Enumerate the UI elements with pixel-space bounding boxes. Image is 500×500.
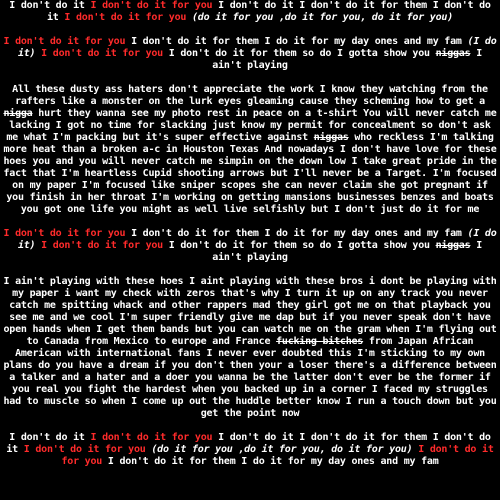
lyric-segment: niggas (435, 48, 471, 59)
hook-intro (2, 0, 498, 24)
lyric-segment: I don't do it I don't do it for them I don't do it (6, 432, 491, 455)
lyric-segment: (do it for you ,do it for you, do it for you) (186, 12, 454, 23)
chorus-second (2, 228, 498, 264)
lyric-segment: I don't do it for them I do it for my day ones and my fam (102, 456, 439, 467)
lyric-segment: I don't do it for them I do it for my day ones and my fam (125, 228, 468, 239)
lyric-segment: (do it for you ,do it for you, do it for you) (145, 444, 413, 455)
lyric-segment: (I do it) (17, 36, 497, 59)
lyric-segment: I don't do it for them so do I gotta show you (162, 240, 436, 251)
chorus-first (2, 36, 498, 72)
lyric-segment: I don't do it for you (41, 240, 163, 251)
lyric-segment: I don't do it for you (61, 444, 494, 467)
lyric-segment: I don't do it for you (3, 36, 126, 47)
lyric-segment: I don't do it for you (64, 12, 187, 23)
verse-second (2, 276, 498, 420)
lyric-segment: I don't do it for you (90, 432, 213, 443)
lyric-segment: (I do it) (17, 228, 497, 251)
lyric-segment: niggas (313, 132, 349, 143)
lyric-segment: I don't do it for them so do I gotta show you (162, 48, 436, 59)
lyric-segment: I ain't playing (212, 240, 483, 263)
lyric-segment: I don't do it for you (41, 48, 163, 59)
lyric-segment: All these dusty ass haters don't appreciate the work I know they watching from the rafters like a monster on the lurk eyes gleaming cause they scheming how to get a (12, 84, 488, 107)
hook-outro (2, 432, 498, 468)
lyric-segment: nigga (3, 108, 33, 119)
lyric-segment: I don't do it for them I do it for my day ones and my fam (125, 36, 468, 47)
lyric-segment: hurt they wanna see my photo rest in peace on a t-shirt You will never catch me lacking I got no time for slacking just know my permit for concealment so don't ask me what I'm packing but it's super effective against (6, 108, 497, 143)
lyric-segment: I don't do it I don't do it for them I don't do it (46, 0, 491, 23)
lyric-segment: I ain't playing (212, 48, 483, 71)
lyric-segment: I don't do it for you (3, 228, 126, 239)
verse-first (2, 84, 498, 216)
lyric-segment: niggas (435, 240, 471, 251)
lyric-segment: fucking bitches (276, 336, 364, 347)
lyric-segment: I don't do it for you (90, 0, 213, 11)
lyric-segment: from Japan African American with international fans I never ever doubted this I'm sticking to my own plans do you have a dream if you don't then your a loser there's a difference between a talker and a hater and a doer you wanna be the latter don't ever be the former if you real you fight the hardest when you backed up in a corner I faced my struggles had to muscle so when I come up out the huddle better know I run a touch down but you get the point now (3, 336, 497, 419)
lyric-segment: I don't do it (9, 432, 91, 443)
lyric-segment: I don't do it (9, 0, 91, 11)
lyric-segment: who reckless I'm talking more heat than a broken a-c in Houston Texas And nowadays I don't have love for these hoes you and you will never catch me simpin on the down low I take great pride in the fact that I'm heartless Cupid shooting arrows but I'll never be a Target. I'm focused on my paper I'm focused like sniper scopes she can never claim she got pregnant if you finish in her throat I'm working on getting mansions businesses benzes and boats you got one life you might as well live selfishly but I don't just do it for me (3, 132, 497, 215)
lyric-segment: I don't do it for you (23, 444, 146, 455)
lyric-segment: I ain't playing with these hoes I aint playing with these bros i dont be playing with my paper i want my check with zeros that's why I turn it up on any track you never catch me spitting whack and other rappers mad they girl got me on that playback you see me and we cool I'm super friendly give me dap but if you never speak don't have open hands when I get them bands but you can watch me on the gram when I'm flying out to Canada from Mexico to europe and France (3, 276, 497, 347)
